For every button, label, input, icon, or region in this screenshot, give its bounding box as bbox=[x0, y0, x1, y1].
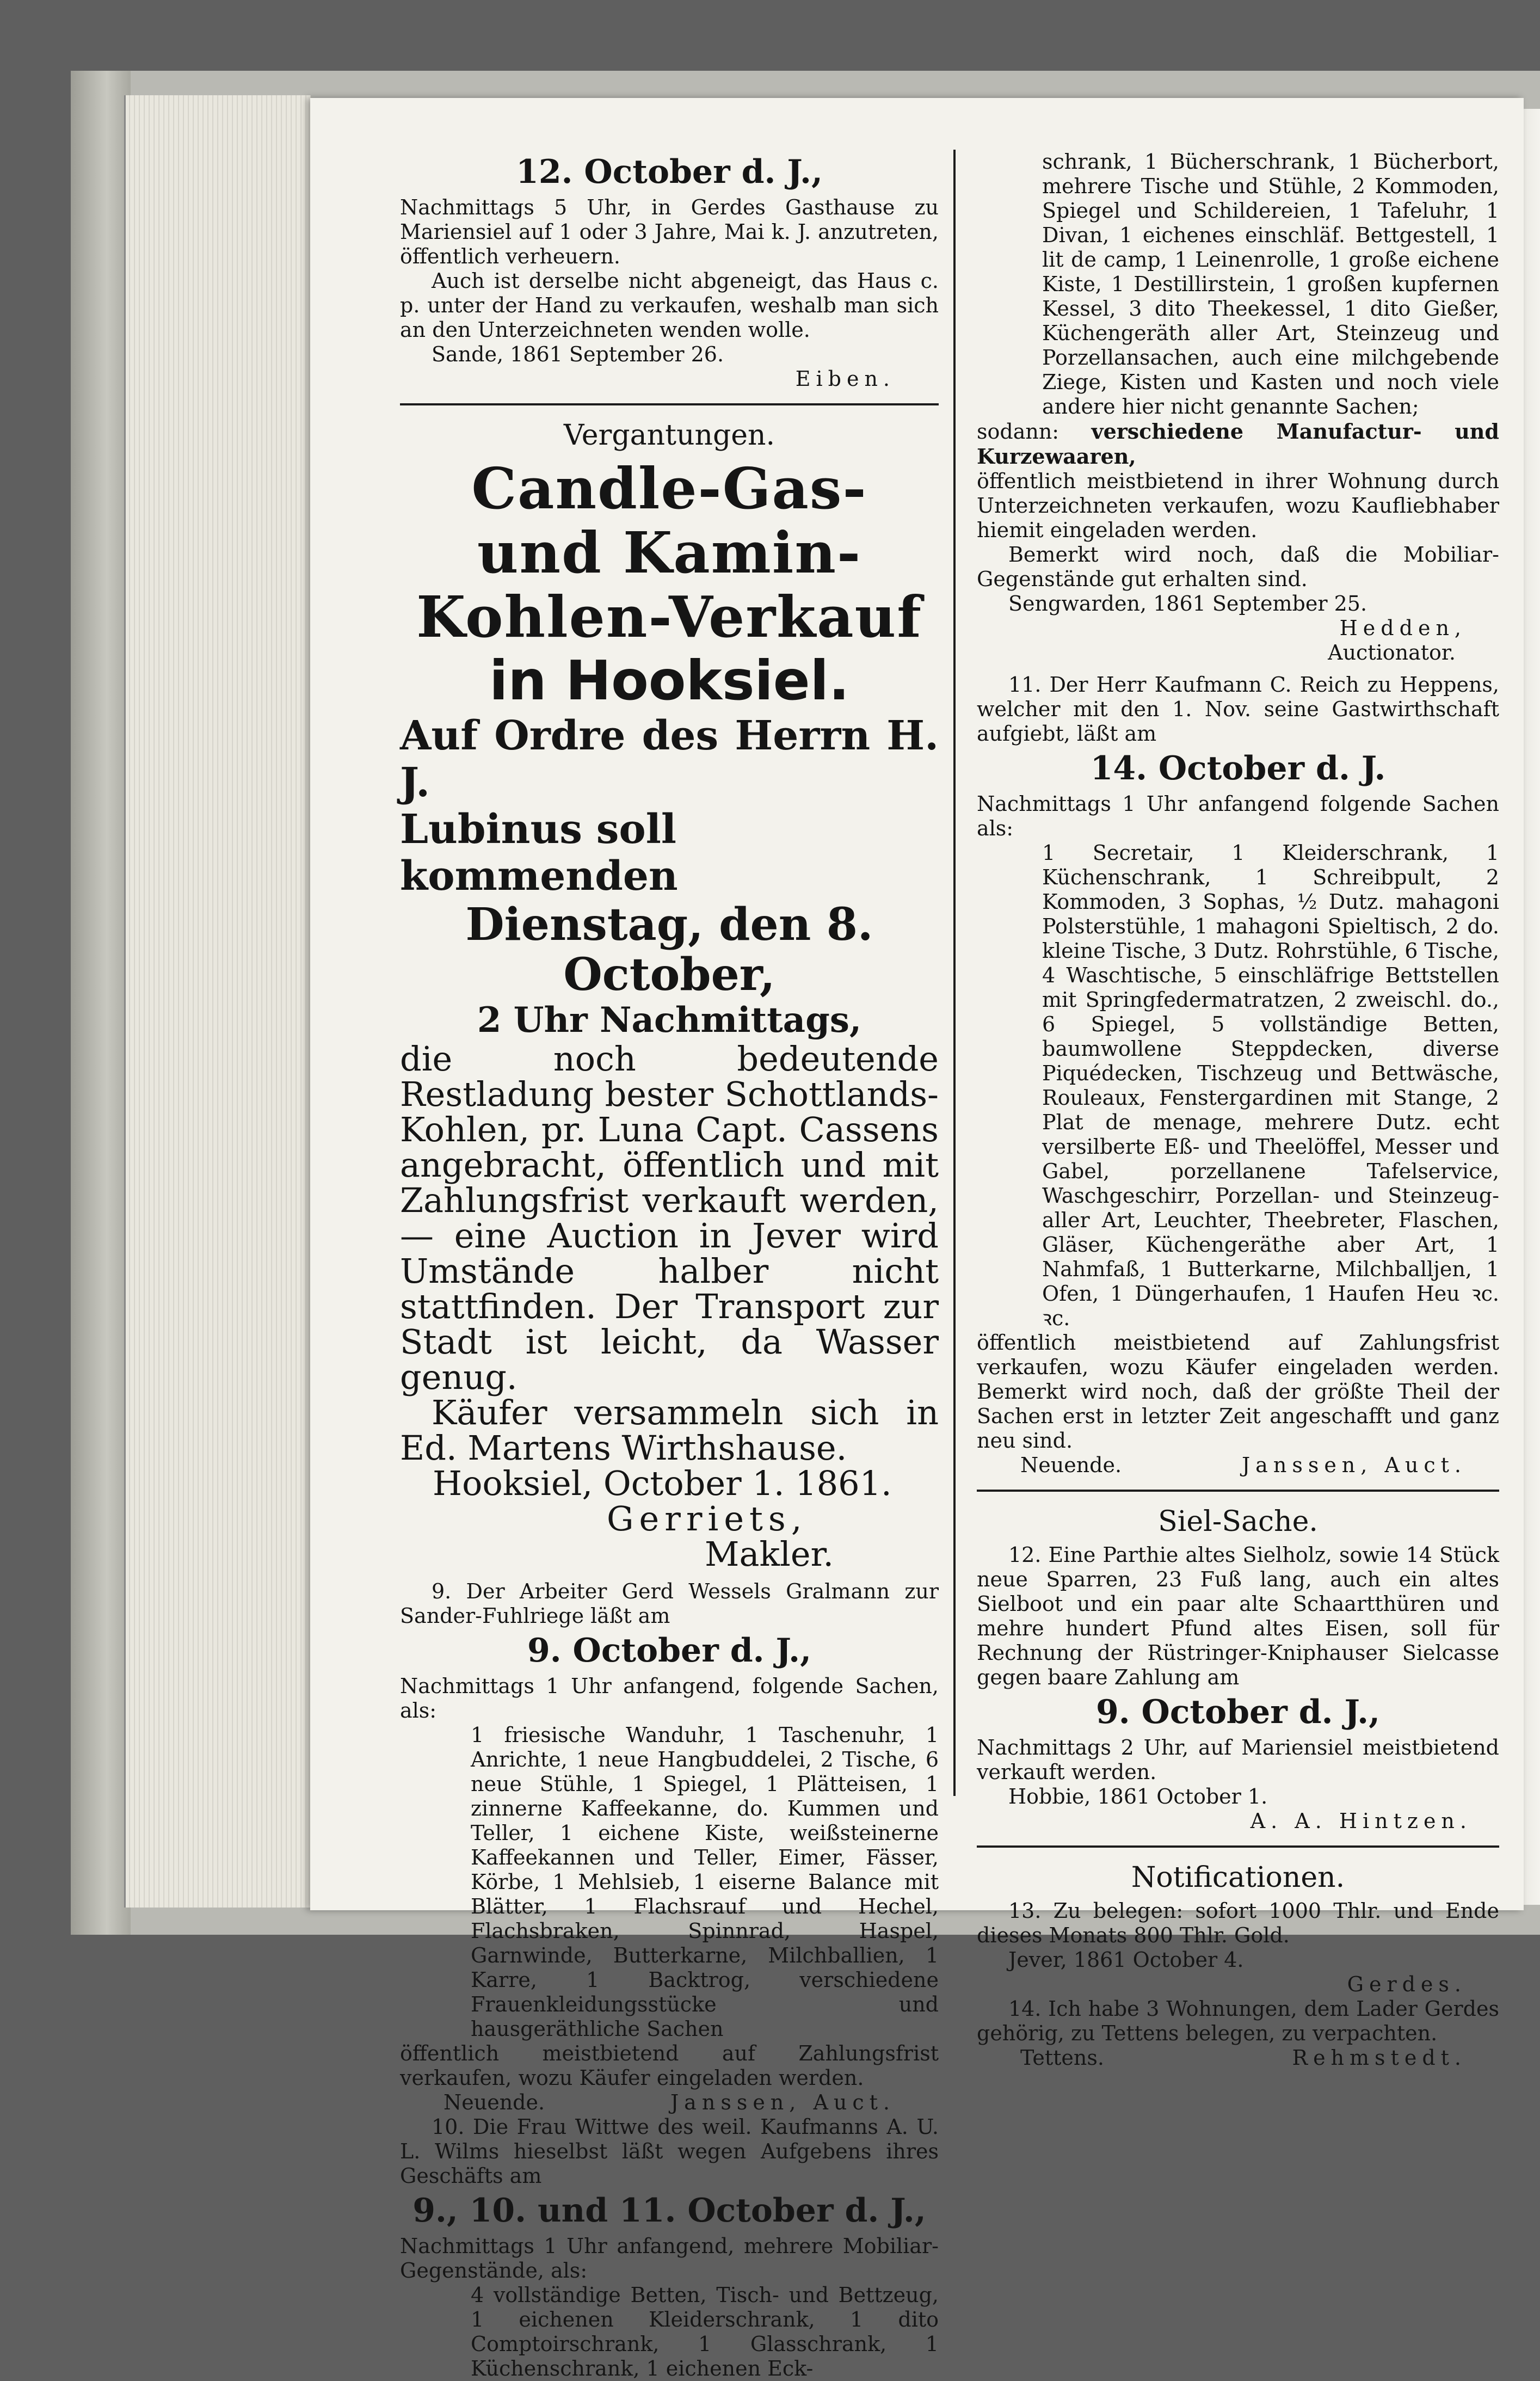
signature: Janssen, Auct. bbox=[1241, 1453, 1467, 1477]
column-divider bbox=[953, 150, 956, 1796]
place: Neuende. bbox=[1020, 1453, 1122, 1477]
sodann-goods: verschiedene Manufactur- und Kurzewaaren, bbox=[977, 419, 1499, 469]
signature-row bbox=[977, 2046, 1499, 2070]
place-date: Sande, 1861 September 26. bbox=[432, 342, 724, 366]
notice-intro: 12. Eine Parthie altes Sielholz, sowie 14 Stück neue Sparren, 23 Fuß lang, auch ein altes Sielboot und ein paar alte Schaartthüren und mehre hundert Pfund altes Eisen, soll für Rechnung der Rüstringer-Kniphauser Sielcasse gegen baare Zahlung am bbox=[977, 1543, 1499, 1689]
ad-body: Käufer versammeln sich in Ed. Martens Wirthshause. bbox=[400, 1393, 939, 1468]
section-rule bbox=[400, 403, 939, 405]
section-rule bbox=[977, 1845, 1499, 1848]
place: Neuende. bbox=[443, 2090, 545, 2114]
ad-body: die noch bedeutende Restladung bester Schottlands-Kohlen, pr. Luna Capt. Cassens angebracht, öffentlich und mit Zahlungsfrist verkauft werden, — eine Auction in Jever wird Umstände halber nicht stattfinden. Der Transport zur Stadt ist leicht, da Wasser genug. bbox=[400, 1039, 939, 1397]
notice-text: 13. Zu belegen: sofort 1000 Thlr. und Ende dieses Monats 800 Thlr. Gold. bbox=[977, 1899, 1499, 1947]
item-list: 1 Secretair, 1 Kleiderschrank, 1 Küchenschrank, 1 Schreibpult, 2 Kommoden, 3 Sophas, ½ Dutz. mahagoni Polsterstühle, 1 mahagoni Spieltisch, 2 do. kleine Tische, 3 Dutz. Rohrstühle, 6 Tische, 4 Waschtische, 5 einschläfrige Bettstellen mit Springfedermatratzen, 2 zweischl. do., 6 Spiegel, 5 vollständige Betten, baumwollene Steppdecken, diverse Piquédecken, Tischzeug und Bettwäsche, Rouleaux, Fenstergardinen mit Stange, 2 Plat de menage, mehrere Dutz. echt versilberte Eß- und Theelöffel, Messer und Gabel, porzellanene Tafelservice, Waschgeschirr, Porzellan- und Steinzeug- aller Art, Leuchter, Theebreter, Flaschen, Gläser, Küchengeräthe aber Art, 1 Nahmfaß, 1 Butterkarne, Milchballjen, 1 Ofen, 1 Düngerhaufen, 1 Haufen Heu ꝛc. ꝛc. bbox=[1042, 841, 1499, 1330]
item-list: 1 friesische Wanduhr, 1 Taschenuhr, 1 Anrichte, 1 neue Hangbuddelei, 2 Tische, 6 neue Stühle, 1 Spiegel, 1 Plätteisen, 1 zinnerne Kaffeekanne, do. Kummen und Teller, 1 eichene Kiste, weißsteinerne Kaffeekannen und Teller, Eimer, Fässer, Körbe, 1 Mehlsieb, 1 eiserne Balance mit Blätter, 1 Flachsrauf und Hechel, Flachsbraken, Spinnrad, Haspel, Garnwinde, Butterkarne, Milchballien, 1 Karre, 1 Backtrog, verschiedene Frauenkleidungsstücke und hausgeräthliche Sachen bbox=[471, 1723, 939, 2041]
notice-close: öffentlich meistbietend auf Zahlungsfrist verkaufen, wozu Käufer eingeladen werden. bbox=[400, 2041, 939, 2090]
section-title: Vergantungen. bbox=[563, 419, 775, 452]
ad-date: 2 Uhr Nachmittags, bbox=[477, 1000, 862, 1041]
book-spine bbox=[71, 71, 131, 1935]
notice-intro: 10. Die Frau Wittwe des weil. Kaufmanns A. U. L. Wilms hieselbst läßt wegen Aufgebens ihres Geschäfts am bbox=[400, 2115, 939, 2188]
notice-text: 14. Ich habe 3 Wohnungen, dem Lader Gerdes gehörig, zu Tettens belegen, zu verpachten. bbox=[977, 1997, 1499, 2045]
signature: Janssen, Auct. bbox=[670, 2090, 895, 2114]
item-list: schrank, 1 Bücherschrank, 1 Bücherbort, mehrere Tische und Stühle, 2 Kommoden, Spiegel und Schildereien, 1 Tafeluhr, 1 Divan, 1 eichenes einschläf. Bettgestell, 1 lit de camp, 1 Leinenrolle, 1 große eichene Kiste, 1 Destillirstein, 1 großen kupfernen Kessel, 3 dito Theekessel, 1 dito Gießer, Küchengeräth aller Art, Steinzeug und Porzellansachen, auch eine milchgebende Ziege, Kisten und Kasten und noch viele andere hier nicht genannte Sachen; bbox=[1042, 150, 1499, 419]
newspaper-page bbox=[310, 98, 1524, 2380]
notice-intro: 9. Der Arbeiter Gerd Wessels Gralmann zur Sander-Fuhlriege läßt am bbox=[400, 1579, 939, 1628]
place-date: Hobbie, 1861 October 1. bbox=[1008, 1785, 1268, 1808]
notice-date: 9., 10. und 11. October d. J., bbox=[412, 2192, 926, 2230]
sodann-label: sodann: bbox=[977, 420, 1059, 444]
notice-body: Nachmittags 5 Uhr, in Gerdes Gasthause zu Mariensiel auf 1 oder 3 Jahre, Mai k. J. anzutreten, öffentlich verheuern. bbox=[400, 195, 939, 268]
signature: A. A. Hintzen. bbox=[1250, 1809, 1472, 1833]
signature-title: Makler. bbox=[705, 1534, 834, 1574]
signature: Gerriets, bbox=[607, 1499, 808, 1539]
signature: Rehmstedt. bbox=[1292, 2046, 1467, 2070]
remark: Bemerkt wird noch, daß die Mobiliar-Gegenstände gut erhalten sind. bbox=[977, 543, 1499, 591]
place: Tettens. bbox=[1020, 2046, 1104, 2070]
signature: Gerdes. bbox=[1347, 1972, 1467, 1996]
place-date: Sengwarden, 1861 September 25. bbox=[1008, 592, 1367, 616]
place-date: Hooksiel, October 1. 1861. bbox=[433, 1463, 892, 1503]
signature: Eiben. bbox=[795, 367, 895, 391]
signature: Hedden, bbox=[1339, 616, 1467, 640]
ad-text: Auf Ordre des Herrn H. J. bbox=[400, 712, 939, 806]
ad-headline: Candle-Gas- und Kamin- bbox=[471, 455, 867, 586]
ad-location: in Hooksiel. bbox=[489, 649, 849, 712]
sodann-line bbox=[977, 419, 1499, 469]
notice-lead: Nachmittags 1 Uhr anfangend folgende Sachen als: bbox=[977, 792, 1499, 840]
notice-lead: Nachmittags 1 Uhr anfangend, folgende Sachen, als: bbox=[400, 1674, 939, 1722]
notice-close: öffentlich meistbietend auf Zahlungsfrist verkaufen, wozu Käufer eingeladen werden. Bemerkt wird noch, daß der größte Theil der Sachen erst in letzter Zeit angeschafft und ganz neu sind. bbox=[977, 1331, 1499, 1453]
notice-lead: Nachmittags 2 Uhr, auf Mariensiel meistbietend verkauft werden. bbox=[977, 1736, 1499, 1784]
notice-lead: Nachmittags 1 Uhr anfangend, mehrere Mobiliar-Gegenstände, als: bbox=[400, 2234, 939, 2282]
left-column bbox=[400, 150, 939, 2381]
signature-row bbox=[400, 2090, 939, 2115]
section-title: Siel-Sache. bbox=[1158, 1505, 1318, 1538]
notice-close: öffentlich meistbietend in ihrer Wohnung durch Unterzeichneten verkaufen, wozu Kaufliebhaber hiemit eingeladen werden. bbox=[977, 469, 1499, 542]
ad-text: Lubinus soll kommenden bbox=[400, 806, 678, 900]
notice-intro: 11. Der Herr Kaufmann C. Reich zu Heppens, welcher mit den 1. Nov. seine Gastwirthschaft aufgiebt, läßt am bbox=[977, 673, 1499, 746]
ad-headline: Kohlen-Verkauf bbox=[416, 583, 922, 650]
notice-body: Auch ist derselbe nicht abgeneigt, das Haus c. p. unter der Hand zu verkaufen, weshalb man sich an den Unterzeichneten wenden wolle. bbox=[400, 269, 939, 342]
place-date: Jever, 1861 October 4. bbox=[1008, 1948, 1244, 1972]
right-column bbox=[977, 150, 1499, 2070]
notice-date: 12. October d. J., bbox=[516, 153, 823, 191]
signature-title: Auctionator. bbox=[1328, 641, 1456, 665]
item-list: 4 vollständige Betten, Tisch- und Bettzeug, 1 eichenen Kleiderschrank, 1 dito Comptoirschrank, 1 Glasschrank, 1 Küchenschrank, 1 eichenen Eck- bbox=[471, 2283, 939, 2380]
notice-date: 9. October d. J., bbox=[527, 1632, 811, 1670]
page-edges bbox=[124, 95, 311, 1908]
section-rule bbox=[977, 1490, 1499, 1492]
ad-date: Dienstag, den 8. October, bbox=[465, 899, 873, 1001]
notice-date: 14. October d. J. bbox=[1090, 749, 1386, 787]
section-title: Notificationen. bbox=[1131, 1861, 1345, 1894]
notice-date: 9. October d. J., bbox=[1096, 1693, 1380, 1731]
signature-row bbox=[977, 1453, 1499, 1478]
